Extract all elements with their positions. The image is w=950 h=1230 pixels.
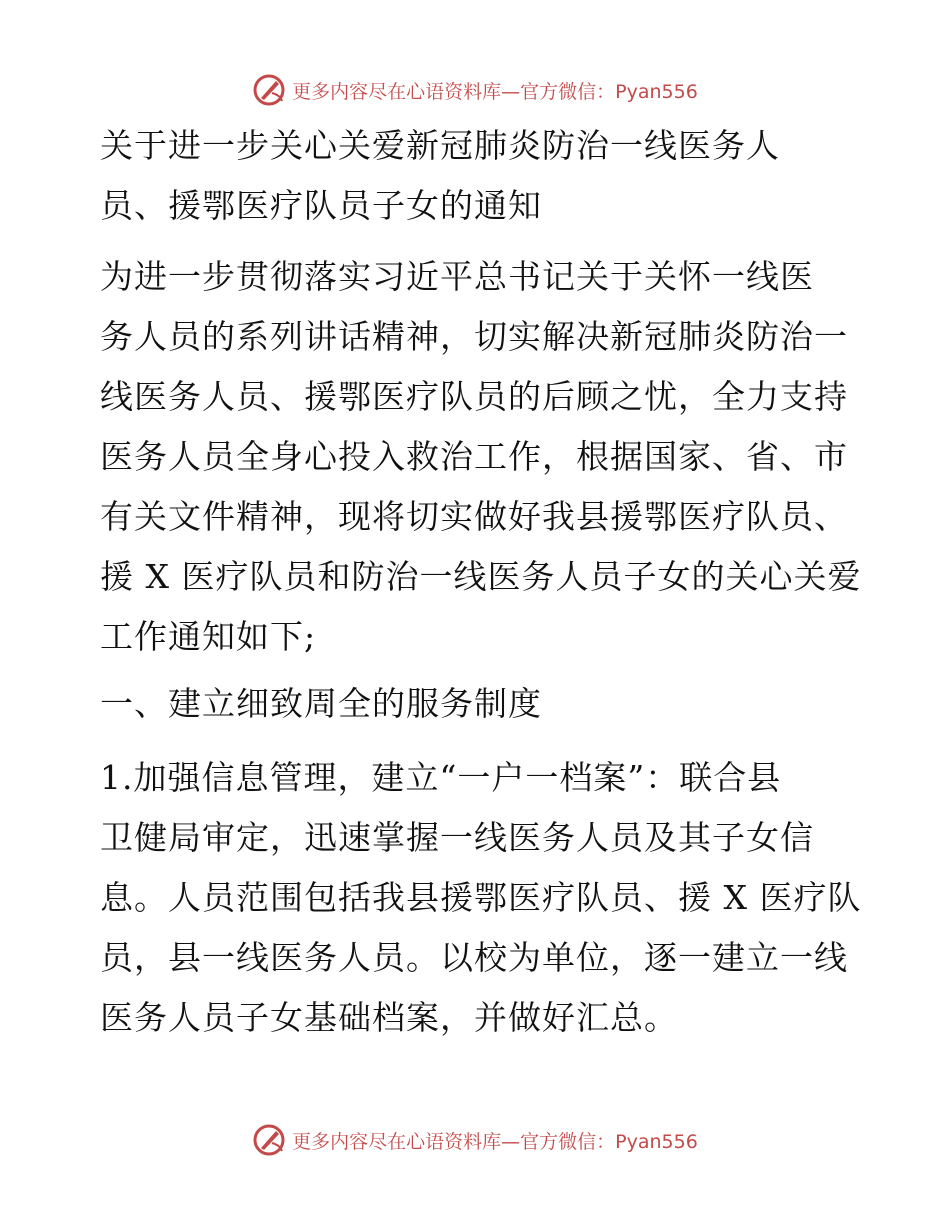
paragraph-line: 员，县一线医务人员。以校为单位，逐一建立一线 xyxy=(100,938,848,977)
watermark-text: 更多内容尽在心语资料库—官方微信：Pyan556 xyxy=(292,80,698,103)
paragraph-line: 息。人员范围包括我县援鄂医疗队员、援 X 医疗队 xyxy=(100,878,862,917)
paragraph-line: 医务人员全身心投入救治工作，根据国家、省、市 xyxy=(100,437,848,476)
paragraph-line: 1.加强信息管理，建立“一户一档案”：联合县 xyxy=(100,758,782,797)
paragraph-line: 卫健局审定，迅速掌握一线医务人员及其子女信 xyxy=(100,818,814,857)
footer-watermark xyxy=(0,1120,950,1160)
paragraph-line: 为进一步贯彻落实习近平总书记关于关怀一线医 xyxy=(100,257,814,296)
quill-seal-icon xyxy=(252,73,286,107)
paragraph-line: 线医务人员、援鄂医疗队员的后顾之忧，全力支持 xyxy=(100,377,848,416)
title-line: 关于进一步关心关爱新冠肺炎防治一线医务人 xyxy=(100,126,780,165)
quill-seal-icon xyxy=(252,1123,286,1157)
paragraph-line: 有关文件精神，现将切实做好我县援鄂医疗队员、 xyxy=(100,497,848,536)
title-line: 员、援鄂医疗队员子女的通知 xyxy=(100,186,542,225)
paragraph-line: 医务人员子女基础档案，并做好汇总。 xyxy=(100,998,678,1037)
paragraph-line: 务人员的系列讲话精神，切实解决新冠肺炎防治一 xyxy=(100,317,848,356)
section-heading: 一、建立细致周全的服务制度 xyxy=(100,684,542,723)
paragraph-line: 工作通知如下; xyxy=(100,617,317,656)
paragraph-line: 援 X 医疗队员和防治一线医务人员子女的关心关爱 xyxy=(100,557,862,596)
watermark-text: 更多内容尽在心语资料库—官方微信：Pyan556 xyxy=(292,1130,698,1153)
header-watermark xyxy=(0,70,950,110)
